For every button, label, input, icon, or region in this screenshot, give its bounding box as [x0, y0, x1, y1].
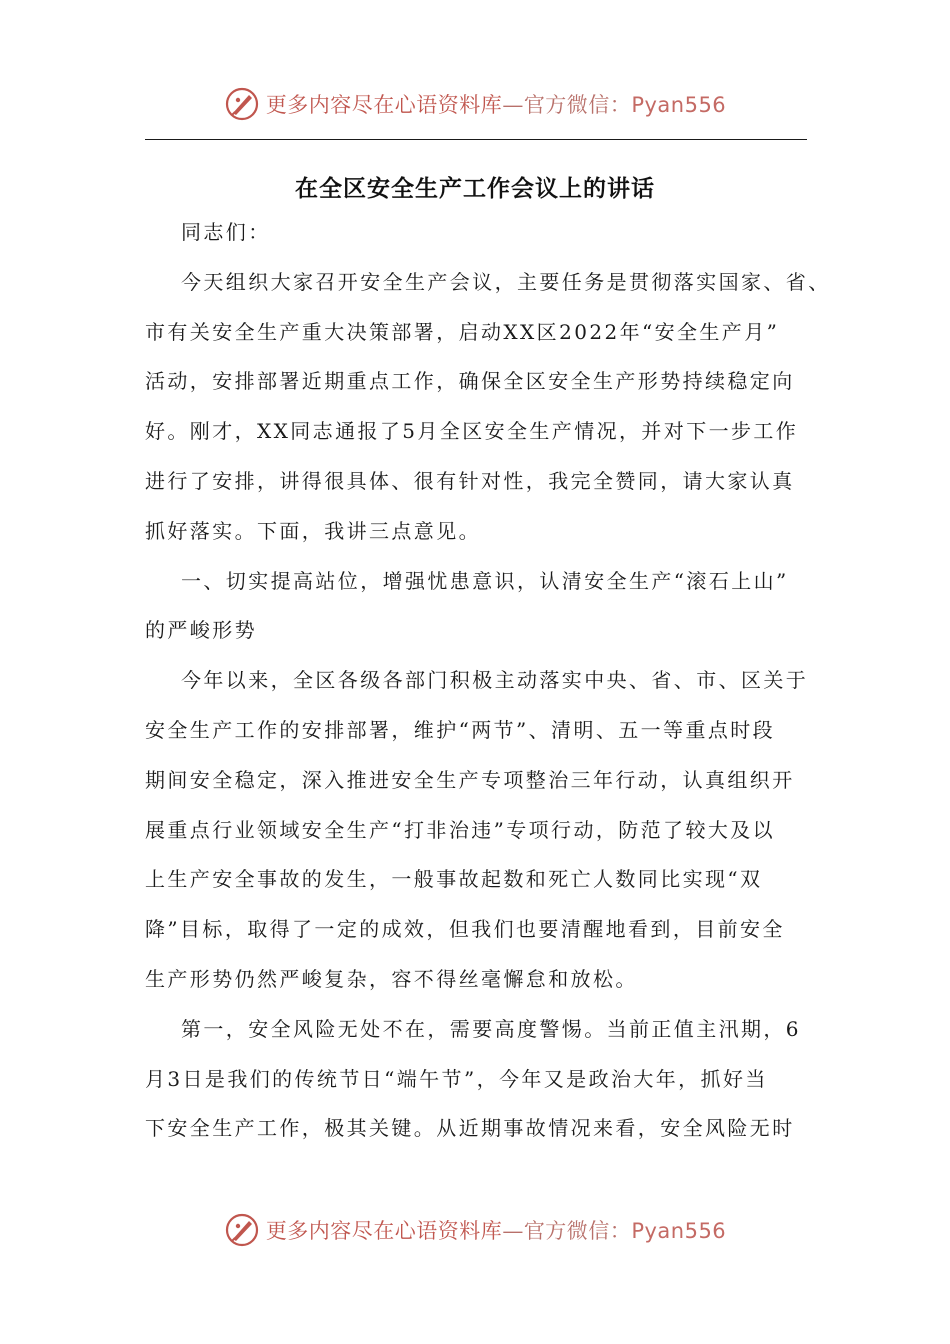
- banner-wechat-label: 官方微信：: [523, 93, 632, 117]
- header-banner: [0, 82, 950, 126]
- body-line: 同志们：: [181, 220, 271, 244]
- body-line: 今年以来，全区各级各部门积极主动落实中央、省、市、区关于: [181, 668, 809, 693]
- banner-separator: —: [502, 1219, 524, 1243]
- banner-wechat-label: 官方微信：: [523, 1219, 632, 1243]
- banner-wechat-handle: Pyan556: [631, 93, 727, 117]
- body-line: 下安全生产工作，极其关键。从近期事故情况来看，安全风险无时: [145, 1116, 795, 1141]
- banner-brand: 更多内容尽在心语资料库: [265, 1219, 503, 1243]
- body-line: 降”目标，取得了一定的成效，但我们也要清醒地看到，目前安全: [145, 917, 785, 942]
- document-body: [145, 208, 831, 1154]
- body-line: 展重点行业领域安全生产“打非治违”专项行动，防范了较大及以: [145, 817, 776, 842]
- body-line: 的严峻形势: [145, 618, 257, 643]
- body-line: 进行了安排，讲得很具体、很有针对性，我完全赞同，请大家认真: [145, 468, 795, 493]
- quill-logo-icon: [224, 86, 260, 122]
- banner-separator: —: [502, 93, 524, 117]
- body-line: 抓好落实。下面，我讲三点意见。: [145, 518, 481, 543]
- banner-text: [266, 1215, 726, 1245]
- body-line: 活动，安排部署近期重点工作，确保全区安全生产形势持续稳定向: [145, 369, 795, 394]
- body-line: 市有关安全生产重大决策部署，启动XX区2022年“安全生产月”: [145, 319, 780, 344]
- body-line: 好。刚才，XX同志通报了5月全区安全生产情况，并对下一步工作: [145, 419, 799, 444]
- body-line: 生产形势仍然严峻复杂，容不得丝毫懈怠和放松。: [145, 966, 638, 991]
- footer-banner: [0, 1208, 950, 1252]
- banner-brand: 更多内容尽在心语资料库: [265, 93, 503, 117]
- body-line: 今天组织大家召开安全生产会议，主要任务是贯彻落实国家、省、: [181, 269, 831, 294]
- body-line: 第一，安全风险无处不在，需要高度警惕。当前正值主汛期，6: [181, 1016, 801, 1041]
- header-divider: [145, 139, 807, 140]
- body-line: 一、切实提高站位，增强忧患意识，认清安全生产“滚石上山”: [181, 568, 789, 593]
- body-line: 期间安全稳定，深入推进安全生产专项整治三年行动，认真组织开: [145, 767, 795, 792]
- quill-logo-icon: [224, 1212, 260, 1248]
- banner-text: [266, 89, 726, 119]
- document-title: 在全区安全生产工作会议上的讲话: [295, 175, 655, 202]
- body-line: 上生产安全事故的发生，一般事故起数和死亡人数同比实现“双: [145, 867, 763, 892]
- body-line: 月3日是我们的传统节日“端午节”，今年又是政治大年，抓好当: [145, 1066, 768, 1091]
- body-line: 安全生产工作的安排部署，维护“两节”、清明、五一等重点时段: [145, 717, 776, 742]
- banner-wechat-handle: Pyan556: [631, 1219, 727, 1243]
